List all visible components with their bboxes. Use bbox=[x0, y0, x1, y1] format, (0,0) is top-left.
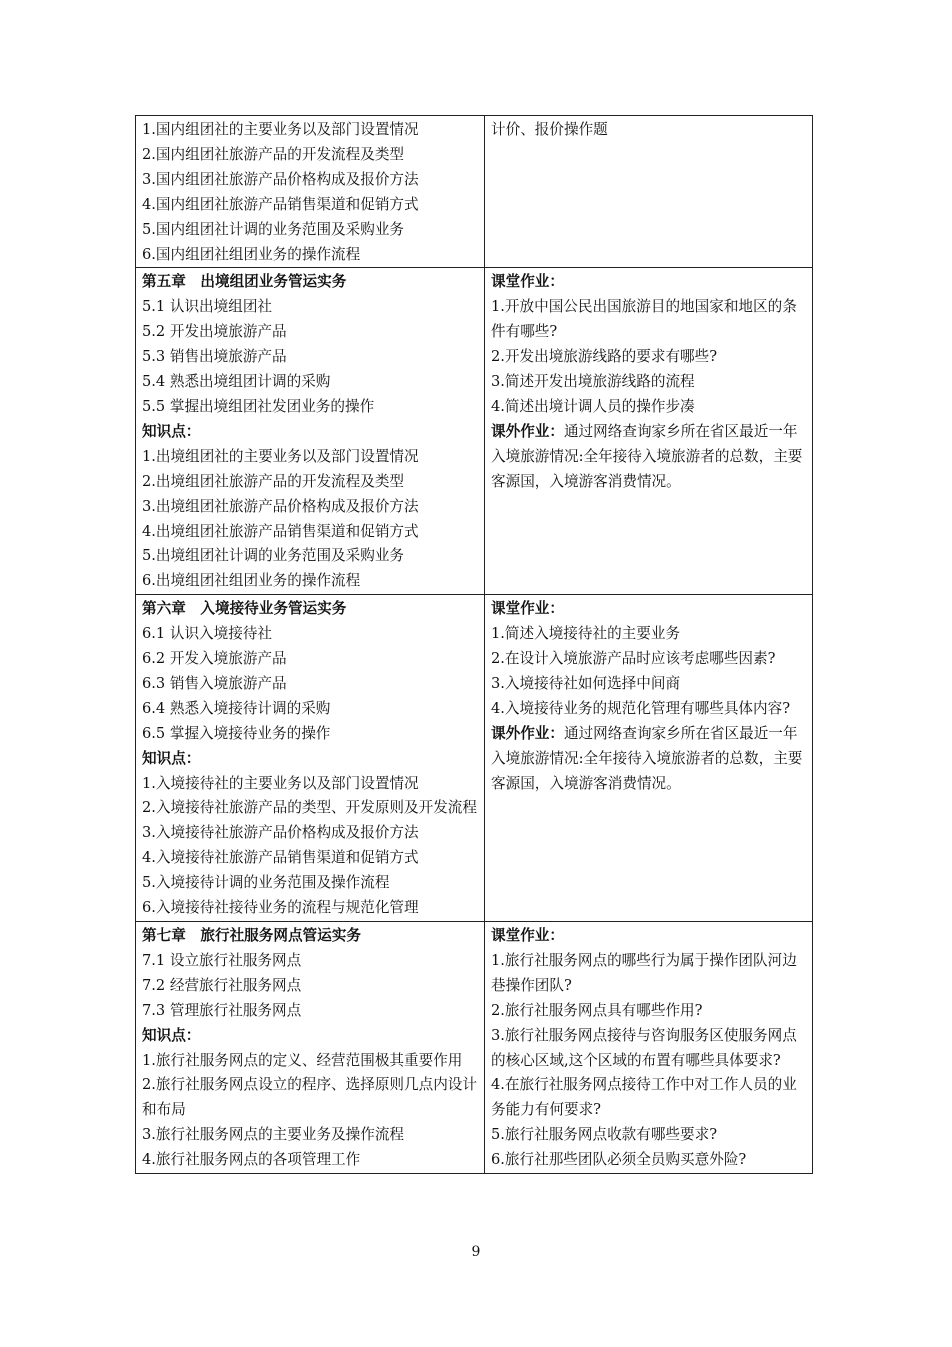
section-heading: 课堂作业： bbox=[491, 600, 564, 618]
list-item: 3.入境接待社如何选择中间商 bbox=[491, 674, 681, 692]
list-item: 7.2 经营旅行社服务网点 bbox=[142, 976, 302, 994]
table-row bbox=[136, 595, 813, 922]
list-item: 4.旅行社服务网点的各项管理工作 bbox=[142, 1151, 361, 1169]
list-item: 5.国内组团社计调的业务范围及采购业务 bbox=[142, 220, 405, 238]
list-item: 6.4 熟悉入境接待计调的采购 bbox=[142, 699, 331, 717]
chapter-content-cell bbox=[136, 116, 485, 268]
list-item: 4.入境接待社旅游产品销售渠道和促销方式 bbox=[142, 849, 419, 867]
table-row bbox=[136, 116, 813, 268]
list-item: 5.4 熟悉出境组团计调的采购 bbox=[142, 373, 331, 391]
list-item: 1.开放中国公民出国旅游目的地国家和地区的条件有哪些? bbox=[491, 298, 797, 341]
section-heading: 第七章 旅行社服务网点管运实务 bbox=[142, 927, 361, 944]
list-item: 3.旅行社服务网点接待与咨询服务区使服务网点的核心区域,这个区域的布置有哪些具体要求? bbox=[491, 1026, 797, 1069]
chapter-content-cell bbox=[136, 595, 485, 922]
list-item: 2.开发出境旅游线路的要求有哪些? bbox=[491, 348, 718, 366]
list-item: 6.3 销售入境旅游产品 bbox=[142, 674, 287, 692]
list-item: 1.国内组团社的主要业务以及部门设置情况 bbox=[142, 121, 419, 138]
homework-label: 课外作业： bbox=[491, 422, 564, 440]
list-item: 2.国内组团社旅游产品的开发流程及类型 bbox=[142, 145, 405, 163]
homework-paragraph bbox=[491, 722, 806, 797]
homework-text: 通过网络查询家乡所在省区最近一年入境旅游情况:全年接待入境旅游者的总数，主要客源国，入境游客消费情况。 bbox=[491, 724, 803, 792]
section-heading: 知识点： bbox=[142, 749, 201, 767]
assignment-cell bbox=[485, 922, 813, 1174]
list-item: 2.出境组团社旅游产品的开发流程及类型 bbox=[142, 472, 405, 490]
section-heading: 知识点： bbox=[142, 1026, 201, 1044]
homework-label: 课外作业： bbox=[491, 724, 564, 742]
list-item: 6.5 掌握入境接待业务的操作 bbox=[142, 724, 331, 742]
list-item: 3.出境组团社旅游产品价格构成及报价方法 bbox=[142, 497, 419, 515]
list-item: 4.国内组团社旅游产品销售渠道和促销方式 bbox=[142, 195, 419, 213]
list-item: 2.入境接待社旅游产品的类型、开发原则及开发流程 bbox=[142, 799, 477, 817]
homework-text: 通过网络查询家乡所在省区最近一年入境旅游情况:全年接待入境旅游者的总数，主要客源国，入境游客消费情况。 bbox=[491, 422, 803, 490]
list-item: 3.旅行社服务网点的主要业务及操作流程 bbox=[142, 1126, 405, 1144]
list-item: 1.出境组团社的主要业务以及部门设置情况 bbox=[142, 447, 419, 465]
list-item: 1.旅行社服务网点的定义、经营范围极其重要作用 bbox=[142, 1051, 463, 1069]
list-item: 2.在设计入境旅游产品时应该考虑哪些因素? bbox=[491, 650, 776, 668]
list-item: 6.2 开发入境旅游产品 bbox=[142, 650, 287, 668]
list-item: 2.旅行社服务网点具有哪些作用? bbox=[491, 1001, 703, 1019]
list-item: 5.入境接待计调的业务范围及操作流程 bbox=[142, 874, 390, 892]
list-item: 5.旅行社服务网点收款有哪些要求? bbox=[491, 1126, 718, 1144]
list-item: 3.简述开发出境旅游线路的流程 bbox=[491, 373, 695, 391]
list-item: 6.国内组团社组团业务的操作流程 bbox=[142, 245, 361, 263]
page-number: 9 bbox=[471, 1244, 481, 1260]
list-item: 4.在旅行社服务网点接待工作中对工作人员的业务能力有何要求? bbox=[491, 1076, 797, 1119]
table-row bbox=[136, 922, 813, 1174]
section-heading: 知识点： bbox=[142, 422, 201, 440]
table-row bbox=[136, 268, 813, 595]
list-item: 7.3 管理旅行社服务网点 bbox=[142, 1001, 302, 1019]
assignment-cell bbox=[485, 268, 813, 595]
list-item: 4.简述出境计调人员的操作步凑 bbox=[491, 397, 695, 415]
list-item: 7.1 设立旅行社服务网点 bbox=[142, 951, 302, 969]
section-heading: 课堂作业： bbox=[491, 273, 564, 291]
section-heading: 课堂作业： bbox=[491, 927, 564, 944]
chapter-content-cell bbox=[136, 922, 485, 1174]
list-item: 1.旅行社服务网点的哪些行为属于操作团队河边巷操作团队? bbox=[491, 951, 797, 994]
course-table bbox=[135, 115, 813, 1174]
list-item: 6.1 认识入境接待社 bbox=[142, 625, 273, 643]
list-item: 5.出境组团社计调的业务范围及采购业务 bbox=[142, 547, 405, 565]
list-item: 3.入境接待社旅游产品价格构成及报价方法 bbox=[142, 824, 419, 842]
list-item: 6.入境接待社接待业务的流程与规范化管理 bbox=[142, 899, 419, 917]
section-heading: 第五章 出境组团业务管运实务 bbox=[142, 273, 347, 291]
assignment-cell bbox=[485, 595, 813, 922]
list-item: 4.入境接待业务的规范化管理有哪些具体内容? bbox=[491, 699, 791, 717]
course-table-body bbox=[136, 116, 813, 1174]
list-item: 4.出境组团社旅游产品销售渠道和促销方式 bbox=[142, 522, 419, 540]
section-heading: 第六章 入境接待业务管运实务 bbox=[142, 600, 347, 618]
list-item: 计价、报价操作题 bbox=[491, 121, 608, 138]
list-item: 5.1 认识出境组团社 bbox=[142, 298, 273, 316]
list-item: 3.国内组团社旅游产品价格构成及报价方法 bbox=[142, 170, 419, 188]
list-item: 5.5 掌握出境组团社发团业务的操作 bbox=[142, 397, 375, 415]
list-item: 1.入境接待社的主要业务以及部门设置情况 bbox=[142, 774, 419, 792]
list-item: 6.旅行社那些团队必须全员购买意外险? bbox=[491, 1151, 747, 1169]
list-item: 1.简述入境接待社的主要业务 bbox=[491, 625, 681, 643]
chapter-content-cell bbox=[136, 268, 485, 595]
list-item: 5.3 销售出境旅游产品 bbox=[142, 348, 287, 366]
homework-paragraph bbox=[491, 420, 806, 495]
list-item: 5.2 开发出境旅游产品 bbox=[142, 323, 287, 341]
list-item: 2.旅行社服务网点设立的程序、选择原则几点内设计和布局 bbox=[142, 1076, 477, 1119]
assignment-cell bbox=[485, 116, 813, 268]
list-item: 6.出境组团社组团业务的操作流程 bbox=[142, 572, 361, 590]
